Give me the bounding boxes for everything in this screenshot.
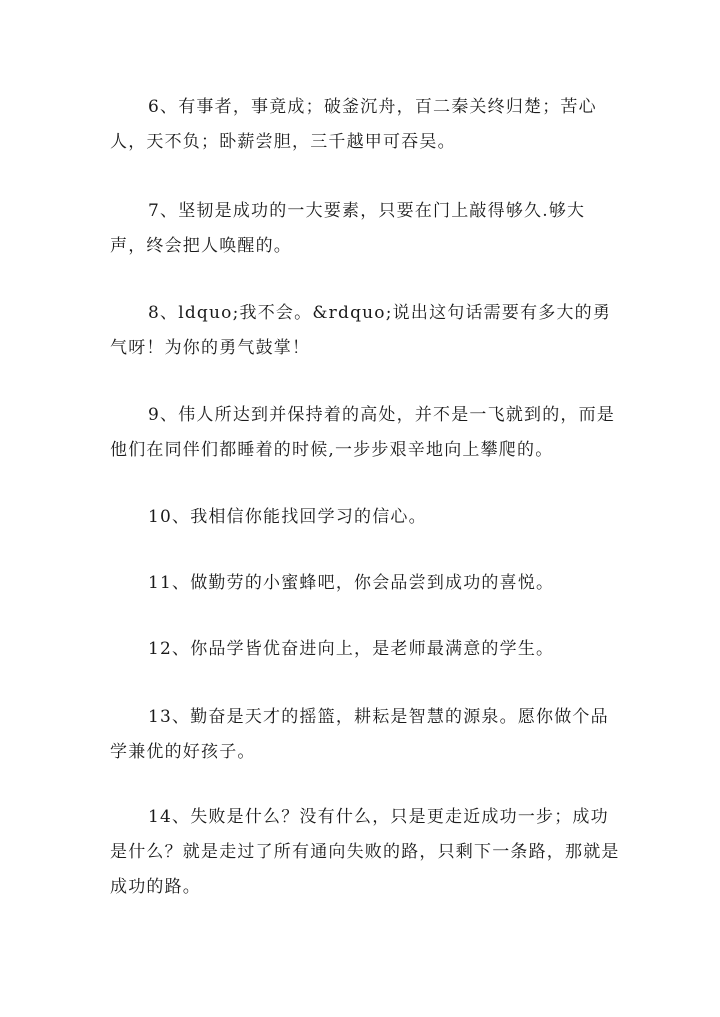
paragraph-13: 13、勤奋是天才的摇篮，耕耘是智慧的源泉。愿你做个品学兼优的好孩子。 xyxy=(110,707,609,762)
paragraph-6: 6、有事者，事竟成；破釜沉舟，百二秦关终归楚；苦心人，天不负；卧薪尝胆，三千越甲可吞吴。 xyxy=(110,97,597,152)
paragraph-9: 9、伟人所达到并保持着的高处，并不是一飞就到的，而是他们在同伴们都睡着的时候,一步步艰辛地向上攀爬的。 xyxy=(110,405,616,460)
paragraph-11: 11、做勤劳的小蜜蜂吧，你会品尝到成功的喜悦。 xyxy=(148,573,555,593)
paragraph-12: 12、你品学皆优奋进向上，是老师最满意的学生。 xyxy=(148,639,555,659)
paragraph-10: 10、我相信你能找回学习的信心。 xyxy=(148,507,427,527)
paragraph-7: 7、坚韧是成功的一大要素，只要在门上敲得够久.够大声，终会把人唤醒的。 xyxy=(110,201,586,256)
paragraph-14: 14、失败是什么？没有什么，只是更走近成功一步；成功是什么？就是走过了所有通向失败的路，只剩下一条路，那就是成功的路。 xyxy=(110,807,620,897)
paragraph-8: 8、ldquo;我不会。&rdquo;说出这句话需要有多大的勇气呀！为你的勇气鼓掌！ xyxy=(110,303,612,358)
